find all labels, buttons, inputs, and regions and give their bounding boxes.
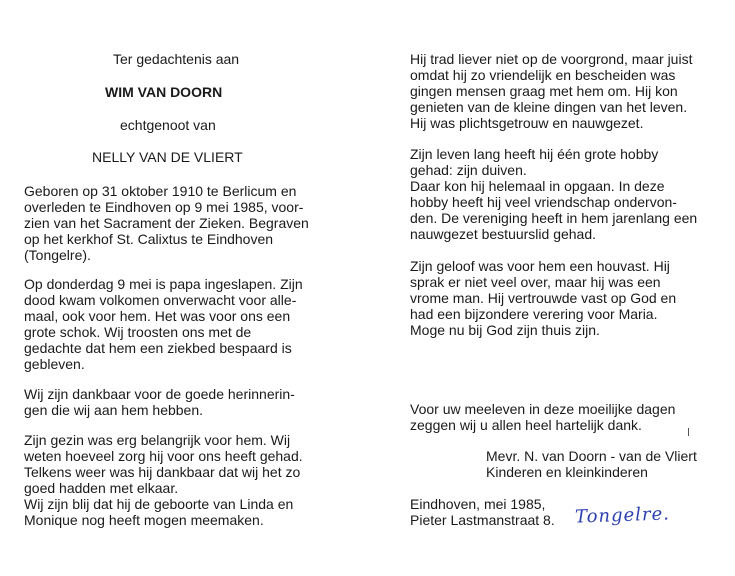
text-line: Zijn leven lang heeft hij één grote hobby xyxy=(410,146,659,162)
text-line: grote schok. Wij troosten ons met de xyxy=(24,324,252,340)
text-line: op het kerkhof St. Calixtus te Eindhoven xyxy=(24,231,274,247)
address: Pieter Lastmanstraat 8. xyxy=(410,512,555,528)
text-line: dood kwam volkomen onverwacht voor alle- xyxy=(24,292,297,308)
text-line: Voor uw meeleven in deze moeilijke dagen xyxy=(410,401,676,417)
deceased-name: WIM VAN DOORN xyxy=(105,84,223,100)
text-line: hobby heeft hij veel vriendschap ondervon- xyxy=(410,194,677,210)
signatory-family: Kinderen en kleinkinderen xyxy=(486,464,648,480)
text-line: zeggen wij u allen heel hartelijk dank. xyxy=(410,417,642,433)
text-line: nauwgezet bestuurslid gehad. xyxy=(410,226,597,242)
text-line: gehad: zijn duiven. xyxy=(410,162,527,178)
text-line: Wij zijn blij dat hij de geboorte van Linda en xyxy=(24,496,294,512)
place-date: Eindhoven, mei 1985, xyxy=(410,496,546,512)
spouse-name: NELLY VAN DE VLIERT xyxy=(92,149,243,165)
print-speck xyxy=(688,428,689,436)
spouse-of-label: echtgenoot van xyxy=(120,117,216,133)
text-line: Hij was plichtsgetrouw en nauwgezet. xyxy=(410,115,644,131)
text-line: Daar kon hij helemaal in opgaan. In deze xyxy=(410,178,665,194)
text-line: Wij zijn dankbaar voor de goede herinnerin- xyxy=(24,386,295,402)
text-line: gebleven. xyxy=(24,356,85,372)
text-line: Hij trad liever niet op de voorgrond, maar juist xyxy=(410,51,693,67)
text-line: Moge nu bij God zijn thuis zijn. xyxy=(410,322,600,338)
text-line: omdat hij zo vriendelijk en bescheiden was xyxy=(410,67,676,83)
text-line: Zijn gezin was erg belangrijk voor hem. Wij xyxy=(24,432,291,448)
text-line: den. De vereniging heeft in hem jarenlang een xyxy=(410,210,698,226)
text-line: maal, ook voor hem. Het was voor ons een xyxy=(24,308,291,324)
text-line: Zijn geloof was voor hem een houvast. Hij xyxy=(410,258,670,274)
text-line: gen die wij aan hem hebben. xyxy=(24,402,204,418)
text-line: gingen mensen graag met hem om. Hij kon xyxy=(410,83,678,99)
text-line: Op donderdag 9 mei is papa ingeslapen. Zijn xyxy=(24,276,303,292)
text-line: Monique nog heeft mogen meemaken. xyxy=(24,512,264,528)
text-line: Geboren op 31 oktober 1910 te Berlicum en xyxy=(24,183,297,199)
text-line: sprak er niet veel over, maar hij was een xyxy=(410,274,661,290)
text-line: weten hoeveel zorg hij voor ons heeft gehad. xyxy=(24,448,303,464)
in-memory-heading: Ter gedachtenis aan xyxy=(113,51,240,67)
handwritten-note: Tongelre. xyxy=(574,503,671,528)
text-line: zien van het Sacrament der Zieken. Begraven xyxy=(24,215,309,231)
text-line: had een bijzondere verering voor Maria. xyxy=(410,306,658,322)
signatory-name: Mevr. N. van Doorn - van de Vliert xyxy=(486,448,697,464)
text-line: Telkens weer was hij dankbaar dat wij het zo xyxy=(24,464,301,480)
text-line: (Tongelre). xyxy=(24,247,91,263)
text-line: overleden te Eindhoven op 9 mei 1985, voor- xyxy=(24,199,304,215)
text-line: goed hadden met elkaar. xyxy=(24,480,179,496)
text-line: vrome man. Hij vertrouwde vast op God en xyxy=(410,290,677,306)
text-line: genieten van de kleine dingen van het leven. xyxy=(410,99,688,115)
text-line: gedachte dat hem een ziekbed bespaard is xyxy=(24,340,292,356)
